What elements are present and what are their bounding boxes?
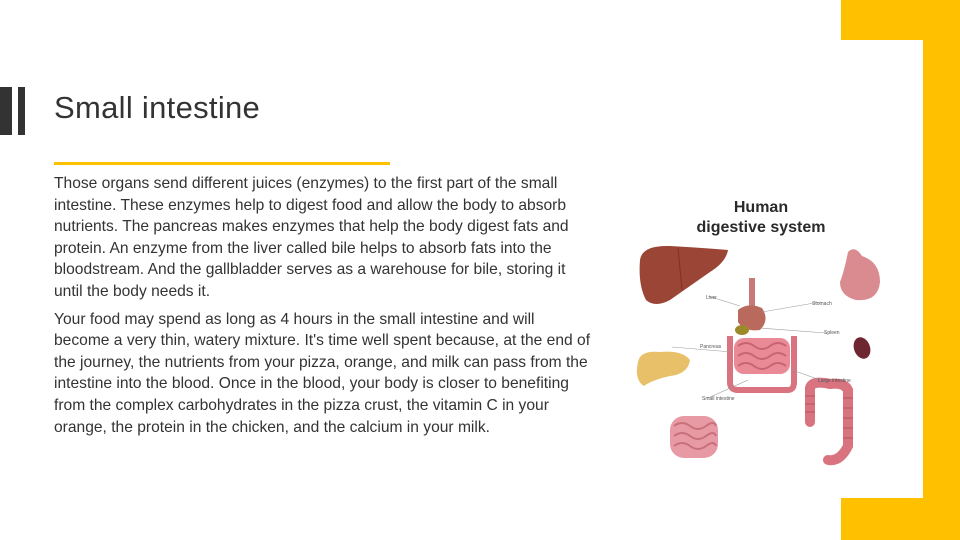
title-marker (0, 87, 12, 135)
stomach-shape (840, 249, 880, 300)
paragraph-1: Those organs send different juices (enzymes) to the first part of the small intestine. These enzymes help to digest food and allow the body to absorb nutrients. The pancreas makes enzymes that help the body digest fats and protein. An enzyme from the liver called bile helps to absorb fats into the bloodstream. And the gallbladder serves as a warehouse for bile, storing it until the body needs it. (54, 175, 569, 300)
label-small-intestine: Small intestine (702, 396, 735, 402)
label-large-intestine: Large intestine (818, 378, 851, 384)
pancreas-shape (637, 352, 690, 386)
body-text (54, 173, 594, 444)
title-underline (54, 162, 390, 165)
figure-title (630, 198, 892, 238)
label-spleen: Spleen (824, 330, 840, 336)
slide-title: Small intestine (54, 90, 261, 125)
title-marker-thin (18, 87, 25, 135)
label-liver: Liver (706, 295, 717, 301)
figure-title-line1: Human (733, 199, 789, 216)
label-stomach: Stomach (812, 301, 832, 307)
figure-title-line2: digestive system (696, 219, 826, 236)
paragraph-2: Your food may spend as long as 4 hours in the small intestine and will become a very thin, watery mixture. It's time well spent because, at the end of the journey, the nutrients from your pizza, orange, and milk can pass from the intestine into the blood. Once in the blood, your body is closer to benefiting from the complex carbohydrates in the pizza crust, the vitamin C in your orange, the protein in the chicken, and the calcium in your milk. (54, 310, 591, 436)
label-pancreas: Pancreas (700, 344, 722, 350)
